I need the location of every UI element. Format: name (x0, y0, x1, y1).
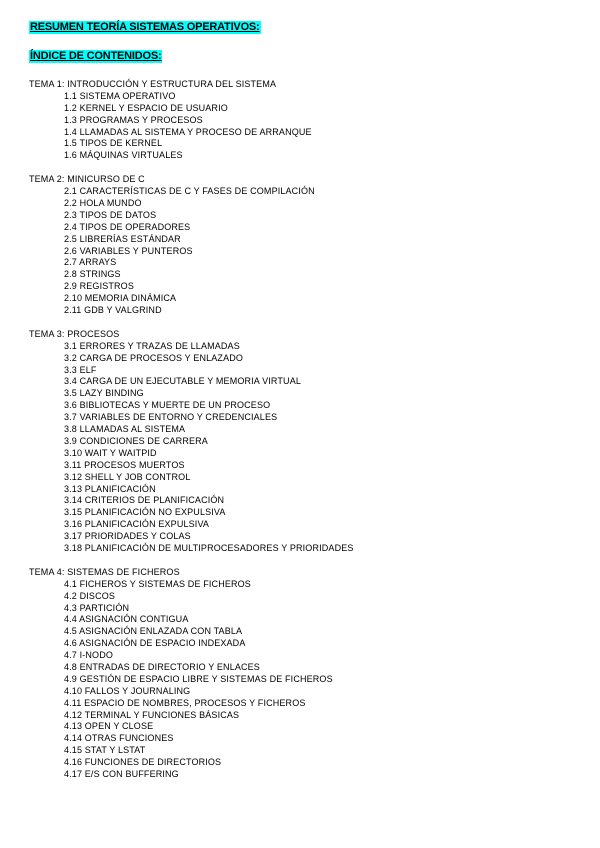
toc-item: 3.17 PRIORIDADES Y COLAS (64, 531, 191, 542)
toc-item: 4.15 STAT Y LSTAT (64, 745, 146, 756)
toc-item: 4.2 DISCOS (64, 590, 116, 601)
toc-item: 4.11 ESPACIO DE NOMBRES, PROCESOS Y FICHEROS (64, 697, 306, 708)
tema-section (29, 174, 589, 317)
toc-item: 4.4 ASIGNACIÓN CONTIGUA (64, 614, 189, 625)
tema-section (29, 79, 589, 162)
toc-item: 3.16 PLANIFICACIÓN EXPULSIVA (64, 519, 210, 530)
tema-title: TEMA 3: PROCESOS (29, 328, 120, 339)
toc-item: 3.2 CARGA DE PROCESOS Y ENLAZADO (64, 352, 244, 363)
toc-item: 3.12 SHELL Y JOB CONTROL (64, 471, 191, 482)
toc-item: 4.10 FALLOS Y JOURNALING (64, 685, 191, 696)
toc-item: 3.5 LAZY BINDING (64, 388, 144, 399)
toc-item: 3.13 PLANIFICACIÓN (64, 483, 156, 494)
toc-item: 3.15 PLANIFICACIÓN NO EXPULSIVA (64, 507, 226, 518)
toc-item: 1.1 SISTEMA OPERATIVO (64, 90, 176, 101)
tema-title: TEMA 2: MINICURSO DE C (29, 174, 145, 185)
toc-item: 4.13 OPEN Y CLOSE (64, 721, 154, 732)
toc-item: 3.9 CONDICIONES DE CARRERA (64, 435, 208, 446)
toc-item: 2.9 REGISTROS (64, 281, 134, 292)
toc-item: 3.4 CARGA DE UN EJECUTABLE Y MEMORIA VIRTUAL (64, 376, 302, 387)
toc-item: 2.7 ARRAYS (64, 257, 117, 268)
toc-item: 4.17 E/S CON BUFFERING (64, 768, 179, 779)
tema-title: TEMA 4: SISTEMAS DE FICHEROS (29, 566, 180, 577)
toc-item: 3.7 VARIABLES DE ENTORNO Y CREDENCIALES (64, 412, 278, 423)
section-spacer (29, 162, 589, 174)
toc-item: 2.1 CARACTERÍSTICAS DE C Y FASES DE COMPILACIÓN (64, 186, 315, 197)
toc-item: 4.3 PARTICIÓN (64, 602, 130, 613)
toc-item: 1.5 TIPOS DE KERNEL (64, 138, 163, 149)
toc-item: 2.8 STRINGS (64, 269, 121, 280)
toc-item: 3.11 PROCESOS MUERTOS (64, 459, 185, 470)
section-spacer (29, 317, 589, 329)
tema-title: TEMA 1: INTRODUCCIÓN Y ESTRUCTURA DEL SISTEMA (29, 79, 277, 89)
toc-item: 2.6 VARIABLES Y PUNTEROS (64, 245, 193, 256)
toc-item: 3.10 WAIT Y WAITPID (64, 447, 157, 458)
toc-item: 4.16 FUNCIONES DE DIRECTORIOS (64, 757, 222, 768)
toc-item: 3.14 CRITERIOS DE PLANIFICACIÓN (64, 495, 225, 506)
toc-item: 3.8 LLAMADAS AL SISTEMA (64, 424, 186, 435)
toc-item: 4.12 TERMINAL Y FUNCIONES BÁSICAS (64, 709, 240, 720)
index-title: ÍNDICE DE CONTENIDOS: (30, 50, 162, 62)
toc-item: 4.6 ASIGNACIÓN DE ESPACIO INDEXADA (64, 638, 246, 649)
toc-item: 4.9 GESTIÓN DE ESPACIO LIBRE Y SISTEMAS DE FICHEROS (64, 673, 333, 684)
toc-item: 4.1 FICHEROS Y SISTEMAS DE FICHEROS (64, 578, 251, 589)
toc-item: 2.10 MEMORIA DINÁMICA (64, 293, 177, 304)
toc-item: 2.4 TIPOS DE OPERADORES (64, 221, 191, 232)
toc-item: 1.3 PROGRAMAS Y PROCESOS (64, 114, 203, 125)
toc-item: 4.5 ASIGNACIÓN ENLAZADA CON TABLA (64, 626, 243, 637)
toc-item: 4.14 OTRAS FUNCIONES (64, 733, 174, 744)
toc-item: 2.11 GDB Y VALGRIND (64, 305, 162, 316)
toc-item: 2.3 TIPOS DE DATOS (64, 209, 157, 220)
toc-item: 1.2 KERNEL Y ESPACIO DE USUARIO (64, 102, 228, 113)
toc-item: 3.1 ERRORES Y TRAZAS DE LLAMADAS (64, 340, 240, 351)
tema-section (29, 329, 589, 555)
toc-item: 3.6 BIBLIOTECAS Y MUERTE DE UN PROCESO (64, 400, 271, 411)
toc-item: 4.7 I-NODO (64, 650, 114, 661)
toc-item: 2.5 LIBRERÍAS ESTÁNDAR (64, 233, 181, 244)
toc-item: 3.18 PLANIFICACIÓN DE MULTIPROCESADORES Y PRIORIDADES (64, 542, 354, 553)
section-spacer (29, 555, 589, 567)
document-title: RESUMEN TEORÍA SISTEMAS OPERATIVOS: (30, 21, 260, 33)
table-of-contents (29, 79, 589, 781)
toc-item: 1.4 LLAMADAS AL SISTEMA Y PROCESO DE ARRANQUE (64, 126, 312, 137)
toc-item: 3.3 ELF (64, 364, 97, 375)
tema-section (29, 567, 589, 781)
toc-item: 1.6 MÁQUINAS VIRTUALES (64, 150, 183, 161)
toc-item: 4.8 ENTRADAS DE DIRECTORIO Y ENLACES (64, 661, 260, 672)
toc-item: 2.2 HOLA MUNDO (64, 198, 142, 209)
